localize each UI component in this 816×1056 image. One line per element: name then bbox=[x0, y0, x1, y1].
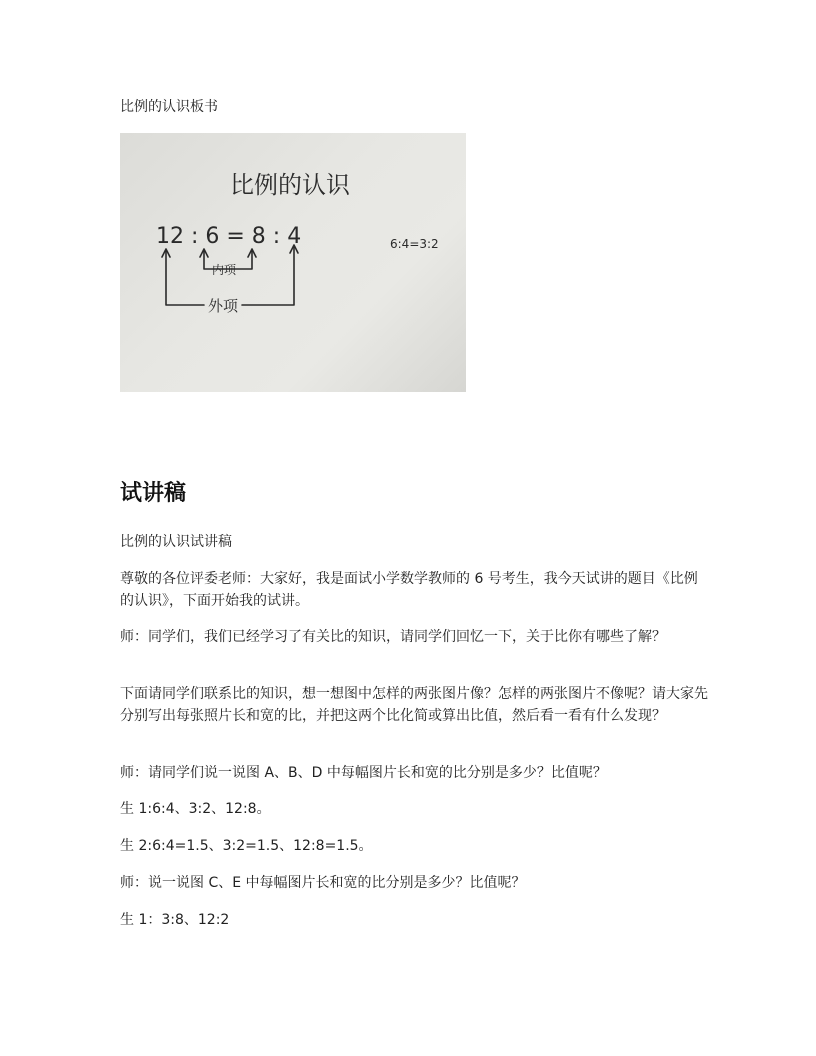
outer-terms-label: 外项 bbox=[208, 297, 239, 315]
paragraph: 生 1:6:4、3:2、12:8。 bbox=[120, 801, 271, 817]
paragraph: 生 2:6:4=1.5、3:2=1.5、12:8=1.5。 bbox=[120, 838, 373, 854]
image-caption: 比例的认识板书 bbox=[120, 99, 218, 115]
paragraph: 下面请同学们联系比的知识，想一想图中怎样的两张图片像？怎样的两张图片不像呢？请大家先分别写出每张照片长和宽的比，并把这两个比化简或算出比值，然后看一看有什么发现？ bbox=[120, 686, 708, 724]
handwriting-drawing bbox=[120, 133, 466, 392]
paragraph: 尊敬的各位评委老师：大家好，我是面试小学数学教师的 6 号考生，我今天试讲的题目《比例的认识》，下面开始我的试讲。 bbox=[120, 571, 698, 609]
paragraph: 师：说一说图 C、E 中每幅图片长和宽的比分别是多少？比值呢？ bbox=[120, 875, 526, 891]
board-equation: 12 : 6 = 8 : 4 bbox=[156, 224, 302, 249]
blackboard-photo bbox=[120, 133, 466, 392]
board-title: 比例的认识 bbox=[230, 171, 350, 199]
section-heading: 试讲稿 bbox=[120, 481, 187, 506]
board-side-note: 6:4=3:2 bbox=[390, 237, 439, 251]
outer-bracket-left bbox=[166, 251, 204, 305]
paragraph: 师：同学们，我们已经学习了有关比的知识，请同学们回忆一下，关于比你有哪些了解？ bbox=[120, 629, 666, 645]
paragraph: 师：请同学们说一说图 A、B、D 中每幅图片长和宽的比分别是多少？比值呢？ bbox=[120, 765, 607, 781]
outer-bracket-right bbox=[242, 247, 294, 305]
paragraph: 生 1：3:8、12:2 bbox=[120, 912, 230, 928]
inner-terms-label: 内项 bbox=[212, 263, 237, 277]
paragraph: 比例的认识试讲稿 bbox=[120, 534, 232, 550]
